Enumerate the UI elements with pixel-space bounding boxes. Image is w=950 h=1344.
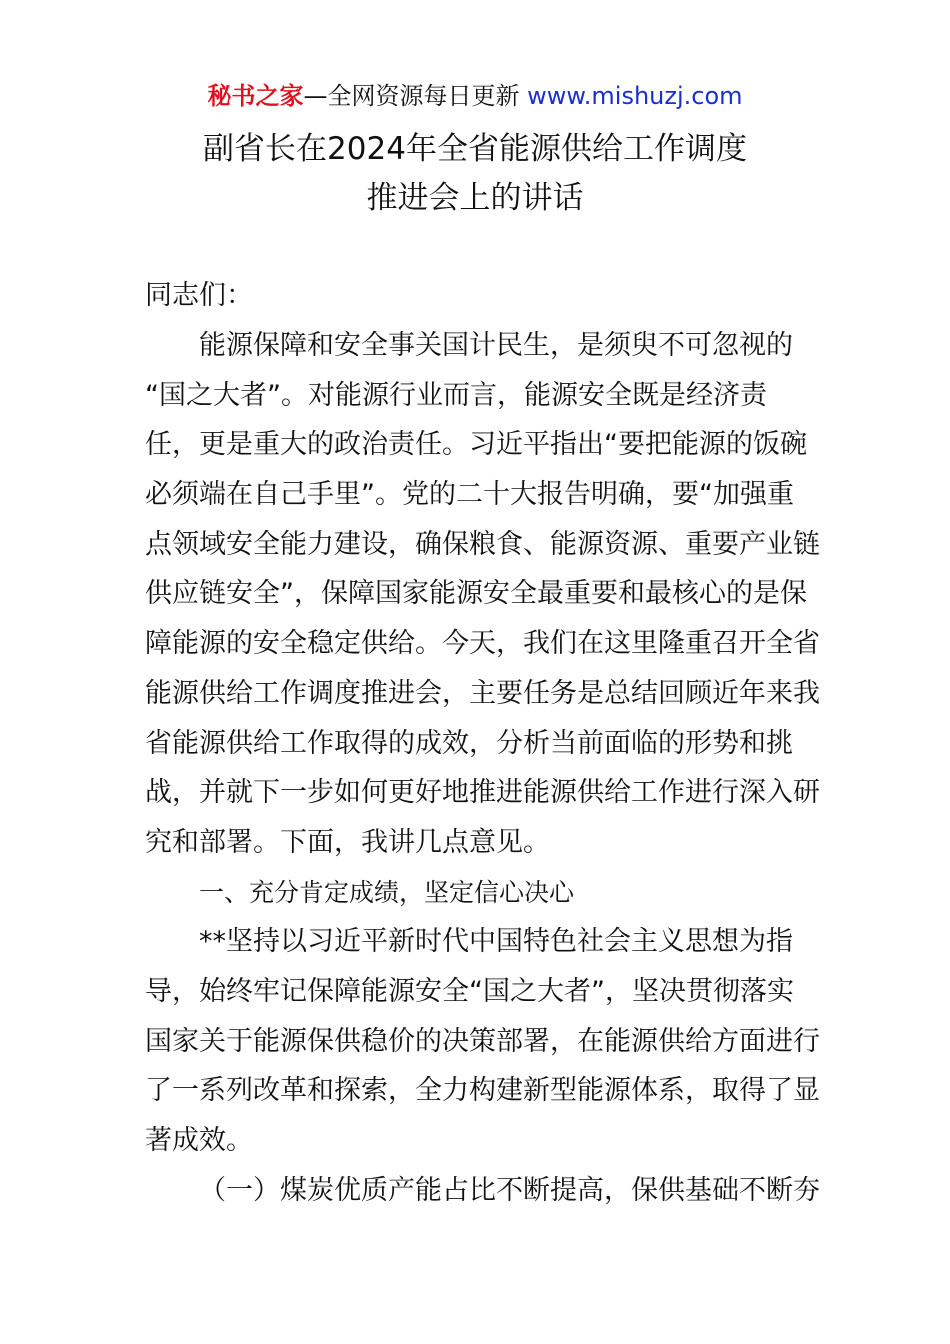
paragraph-line: “国之大者”。对能源行业而言，能源安全既是经济责 xyxy=(145,380,767,411)
document-title-line-1: 副省长在2024年全省能源供给工作调度 xyxy=(203,131,747,167)
paragraph-line: 任，更是重大的政治责任。习近平指出“要把能源的饭碗 xyxy=(145,429,807,460)
paragraph-line: 了一系列改革和探索，全力构建新型能源体系，取得了显 xyxy=(145,1075,820,1106)
paragraph-line: 究和部署。下面，我讲几点意见。 xyxy=(145,827,550,858)
paragraph-line: **坚持以习近平新时代中国特色社会主义思想为指 xyxy=(199,926,793,957)
greeting: 同志们： xyxy=(145,280,253,311)
paragraph-line: 省能源供给工作取得的成效，分析当前面临的形势和挑 xyxy=(145,728,793,759)
site-banner xyxy=(0,80,950,112)
paragraph-line: 必须端在自己手里”。党的二十大报告明确，要“加强重 xyxy=(145,479,794,510)
paragraph-line: 能源保障和安全事关国计民生，是须臾不可忽视的 xyxy=(199,330,793,361)
paragraph-line: 能源供给工作调度推进会，主要任务是总结回顾近年来我 xyxy=(145,678,820,709)
document-title-line-2: 推进会上的讲话 xyxy=(366,180,584,216)
site-tagline: —全网资源每日更新 xyxy=(303,82,520,110)
site-url[interactable]: www.mishuzj.com xyxy=(527,82,743,110)
paragraph-line: 战，并就下一步如何更好地推进能源供给工作进行深入研 xyxy=(145,777,820,808)
paragraph-line: 导，始终牢记保障能源安全“国之大者”，坚决贯彻落实 xyxy=(145,976,794,1007)
section-heading: 一、充分肯定成绩，坚定信心决心 xyxy=(199,878,575,907)
paragraph-line: 国家关于能源保供稳价的决策部署，在能源供给方面进行 xyxy=(145,1026,820,1057)
subsection-heading: （一）煤炭优质产能占比不断提高，保供基础不断夯 xyxy=(199,1175,820,1206)
site-brand: 秘书之家 xyxy=(207,82,304,110)
paragraph-line: 供应链安全”，保障国家能源安全最重要和最核心的是保 xyxy=(145,578,807,609)
paragraph-line: 点领域安全能力建设，确保粮食、能源资源、重要产业链 xyxy=(145,529,820,560)
paragraph-line: 著成效。 xyxy=(145,1125,253,1156)
paragraph-line: 障能源的安全稳定供给。今天，我们在这里隆重召开全省 xyxy=(145,628,820,659)
